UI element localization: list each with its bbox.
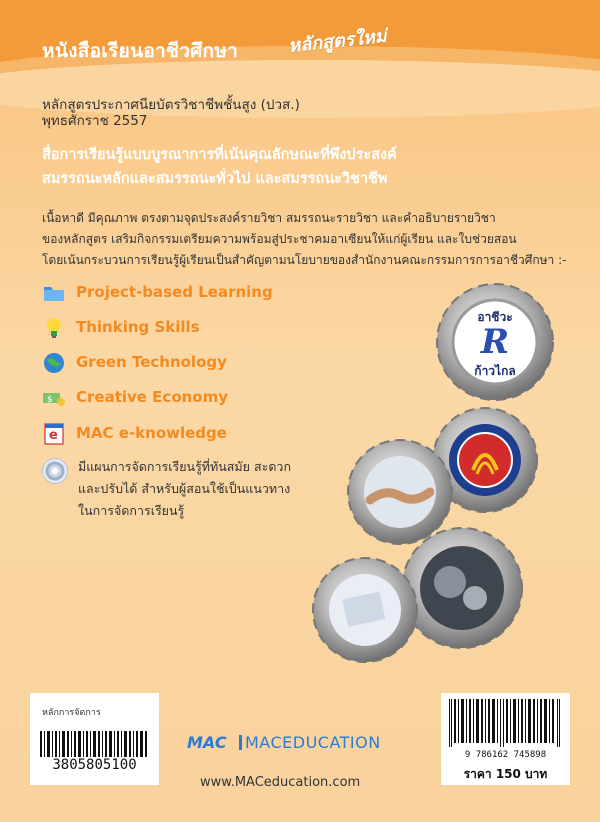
cd-note-line-1: มีแผนการจัดการเรียนรู้ที่ทันสมัย สะดวก	[78, 459, 292, 474]
e-book-icon	[42, 422, 66, 446]
feature-label: Thinking Skills	[76, 318, 200, 336]
cd-icon	[42, 458, 68, 484]
feature-label: MAC e-knowledge	[76, 424, 227, 442]
money-icon	[42, 386, 66, 410]
publisher-brand	[187, 733, 427, 753]
folder-icon	[42, 281, 66, 305]
gear-machinery	[402, 528, 522, 648]
description-line-1: เนื้อหาดี มีคุณภาพ ตรงตามจุดประสงค์รายวิชา สมรรถนะรายวิชา และคำอธิบายรายวิชา	[42, 211, 496, 225]
feature-label: Project-based Learning	[76, 283, 273, 301]
feature-label: Creative Economy	[76, 388, 229, 406]
barcode-left	[40, 731, 148, 757]
feature-label: Green Technology	[76, 353, 227, 371]
gear-office	[313, 558, 417, 662]
vocational-logo	[453, 300, 537, 384]
website-url: www.MACeducation.com	[200, 775, 361, 790]
headline-line-1: สื่อการเรียนรู้แบบบูรณาการที่เน้นคุณลักษณะที่พึงประสงค์	[42, 147, 397, 163]
gears-illustration	[300, 270, 600, 690]
svg-text:$: $	[47, 395, 53, 405]
description	[42, 208, 582, 271]
new-curriculum-tag: หลักสูตรใหม่	[287, 25, 388, 58]
description-line-3: โดยเน้นกระบวนการเรียนรู้ผู้เรียนเป็นสำคัญตามนโยบายของสำนักงานคณะกรรมการการอาชีวศึกษา :-	[42, 253, 567, 267]
cd-note-line-3: ในการจัดการเรียนรู้	[78, 503, 185, 518]
logo-text-bottom: ก้าวไกล	[474, 364, 516, 378]
isbn-box	[441, 693, 570, 785]
brand-name: MACEDUCATION	[245, 733, 381, 752]
barcode-box-left	[30, 693, 159, 785]
cd-note-line-2: และปรับได้ สำหรับผู้สอนใช้เป็นแนวทาง	[78, 481, 291, 496]
brand-separator	[239, 735, 242, 750]
lightbulb-icon	[42, 316, 66, 340]
headline-line-2: สมรรถนะหลักและสมรรถนะทั่วไป และสมรรถนะวิชาชีพ	[42, 171, 388, 187]
svg-text:e: e	[49, 428, 58, 443]
brand-logo-mark: MAC	[187, 733, 227, 752]
gear-handshake	[348, 440, 452, 544]
series-title: หนังสือเรียนอาชีวศึกษา	[42, 40, 239, 62]
cd-note	[78, 456, 318, 522]
price: ราคา 150 บาท	[463, 767, 548, 781]
barcode-left-number: 3805805100	[52, 757, 137, 773]
curriculum-line-2: พุทธศักราช 2557	[42, 113, 148, 129]
description-line-2: ของหลักสูตร เสริมกิจกรรมเตรียมความพร้อมสู่ประชาคมอาเซียนให้แก่ผู้เรียน และใบช่วยสอน	[42, 232, 517, 246]
logo-letter: R	[480, 322, 510, 362]
isbn-number: 9 786162 745898	[464, 750, 547, 760]
barcode-category: หลักการจัดการ	[42, 708, 101, 718]
logo-text-top: อาชีวะ	[477, 310, 513, 324]
curriculum-line-1: หลักสูตรประกาศนียบัตรวิชาชีพชั้นสูง (ปวส.)	[42, 97, 300, 113]
globe-icon	[42, 351, 66, 375]
isbn-barcode	[449, 699, 561, 747]
